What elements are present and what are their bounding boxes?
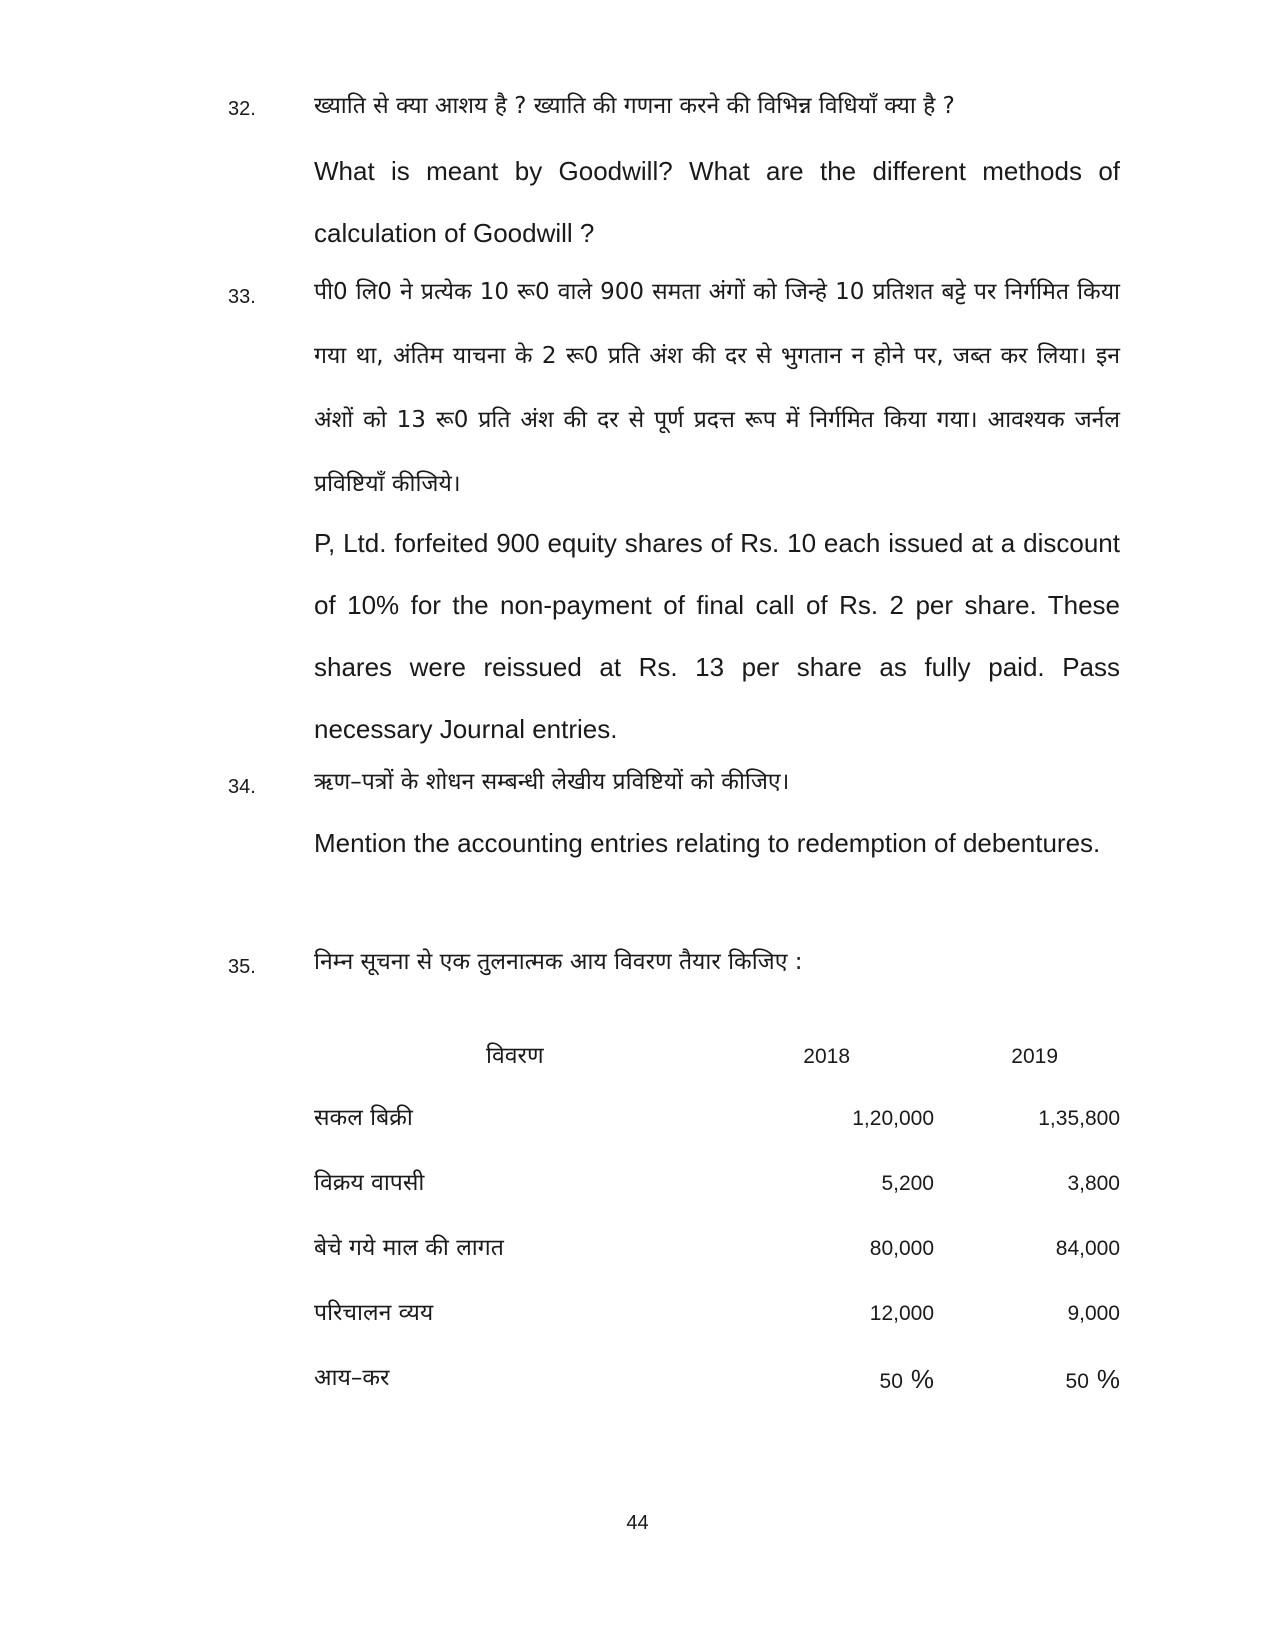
row-label: विक्रय वापसी: [314, 1170, 425, 1196]
question-number: 32.: [228, 98, 256, 120]
question-text-english: What is meant by Goodwill? What are the different methods of calculation of Goodwill ?: [314, 156, 1120, 248]
row-value-2019: 1,35,800: [1038, 1107, 1120, 1130]
table-row: [314, 1360, 1120, 1425]
question-number: 34.: [228, 776, 256, 798]
row-value-2018: [880, 1362, 934, 1399]
table-header-year-2: 2019: [1011, 1045, 1058, 1068]
question-text-hindi: पी0 लि0 ने प्रत्येक 10 रू0 वाले 900 समता अंगों को जिन्हे 10 प्रतिशत बट्टे पर निर्गमित किया गया था, अंतिम याचना के 2 रू0 प्रति अंश की दर से भुगतान न होने पर, जब्त कर लिया। इन अंशों को 13 रू0 प्रति अंश की दर से पूर्ण प्रदत्त रूप में निर्गमित किया गया। आवश्यक जर्नल प्रविष्टियाँ कीजिये।: [314, 279, 1120, 497]
row-value-2019: 84,000: [1055, 1237, 1120, 1260]
table-row: [314, 1165, 1120, 1230]
table-header-year-1: 2018: [803, 1045, 850, 1068]
question-number: 35.: [228, 956, 256, 978]
row-value-2018: 1,20,000: [852, 1107, 934, 1130]
question-text-english: Mention the accounting entries relating to redemption of debentures.: [314, 828, 1101, 858]
row-value-2018: 80,000: [869, 1237, 934, 1260]
value-number: 50: [1065, 1370, 1089, 1393]
page-number: 44: [626, 1512, 649, 1534]
table-row: [314, 1100, 1120, 1165]
percent-sign: %: [910, 1364, 934, 1394]
row-value-2019: 9,000: [1067, 1302, 1120, 1325]
row-value-2019: 3,800: [1067, 1172, 1120, 1195]
row-value-2018: 12,000: [869, 1302, 934, 1325]
question-text-hindi: ऋण–पत्रों के शोधन सम्बन्धी लेखीय प्रविष्टियों को कीजिए।: [314, 769, 790, 795]
row-label: बेचे गये माल की लागत: [314, 1235, 504, 1261]
table-row: [314, 1295, 1120, 1360]
row-value-2019: [1066, 1362, 1120, 1399]
question-number: 33.: [228, 286, 256, 308]
row-label: सकल बिक्री: [314, 1105, 413, 1131]
question-text-english: P, Ltd. forfeited 900 equity shares of Rs. 10 each issued at a discount of 10% for the non-payment of final call of Rs. 2 per share. These shares were reissued at Rs. 13 per share as fully paid. Pass necessary Journal entries.: [314, 528, 1120, 744]
question-text-hindi: ख्याति से क्या आशय है ? ख्याति की गणना करने की विभिन्न विधियाँ क्या है ?: [314, 93, 955, 119]
table-header-row: [314, 1038, 1120, 1100]
row-label: परिचालन व्यय: [314, 1300, 434, 1326]
table-header-label: विवरण: [486, 1043, 544, 1069]
percent-sign: %: [1096, 1364, 1120, 1394]
row-label: आय–कर: [314, 1365, 390, 1391]
value-number: 50: [879, 1370, 903, 1393]
table-row: [314, 1230, 1120, 1295]
question-text-hindi: निम्न सूचना से एक तुलनात्मक आय विवरण तैयार किजिए :: [314, 949, 803, 975]
row-value-2018: 5,200: [881, 1172, 934, 1195]
comparative-income-table: [314, 1038, 1120, 1425]
